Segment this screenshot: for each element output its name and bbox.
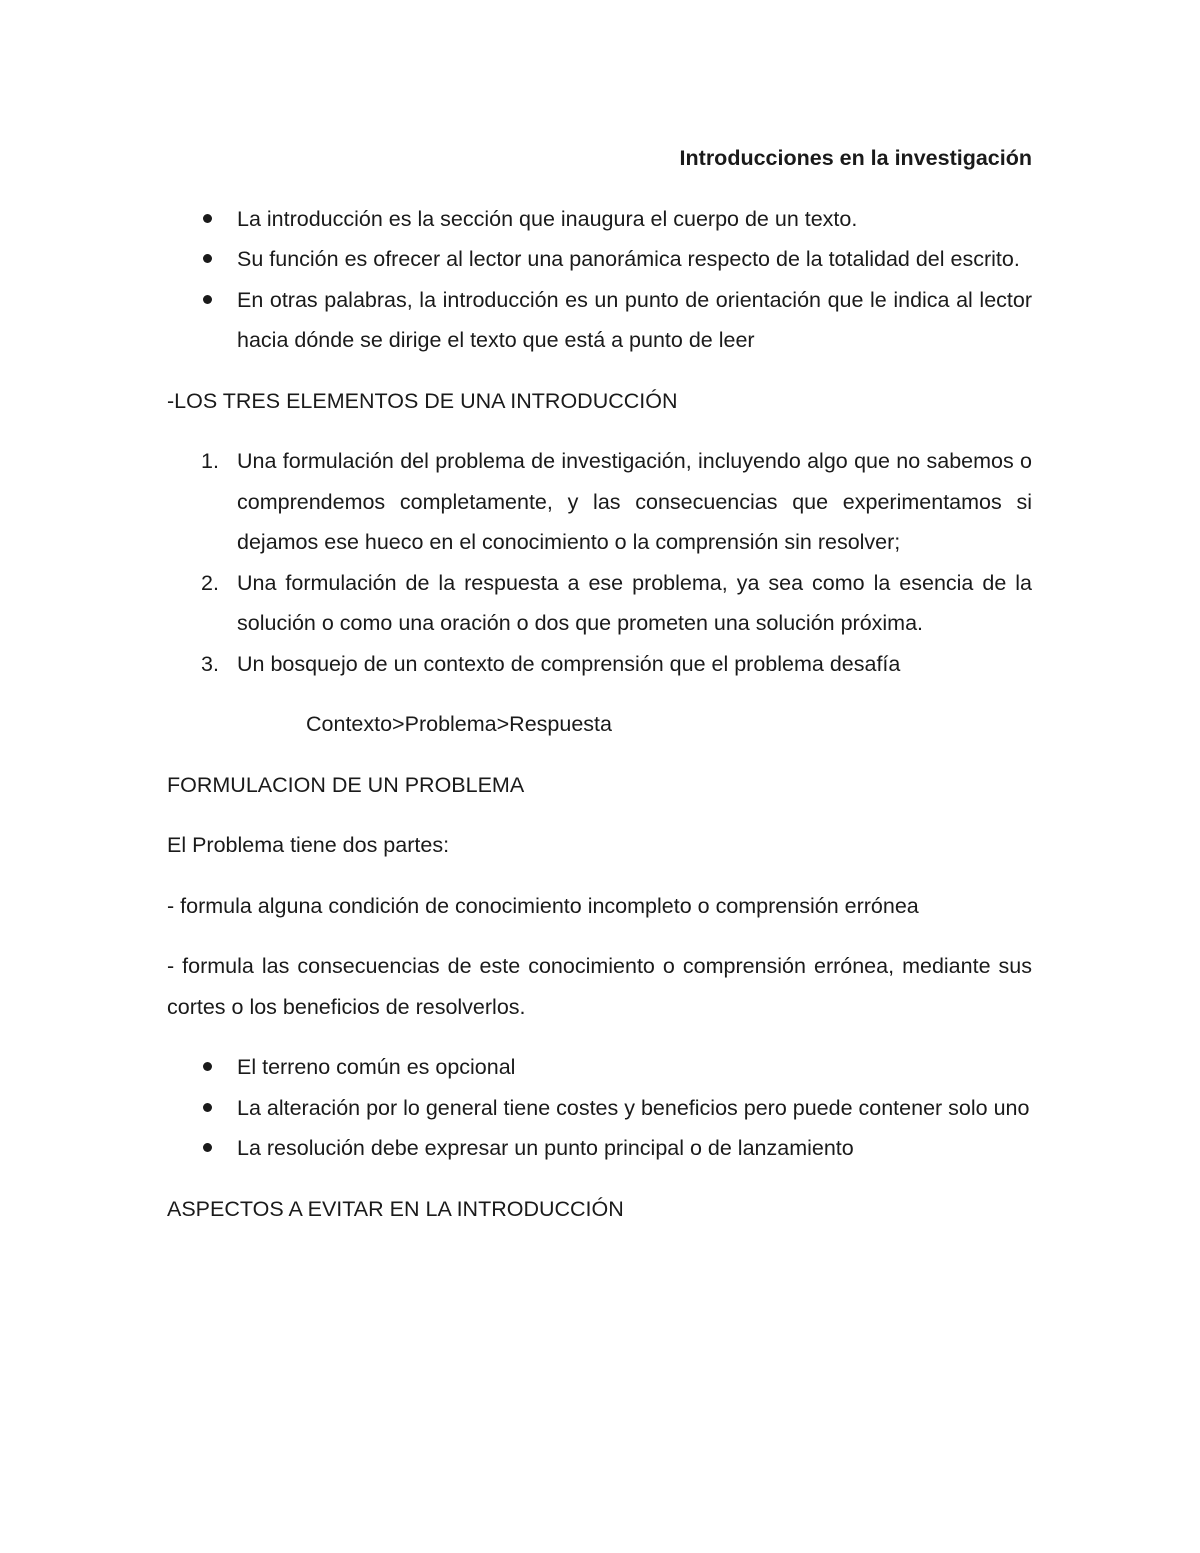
elements-numbered-list: [167, 441, 1032, 684]
problem-part-1: - formula alguna condición de conocimiento incompleto o comprensión errónea: [167, 893, 919, 918]
bullet-icon: [203, 214, 212, 223]
list-item: El terreno común es opcional: [167, 1047, 1032, 1088]
list-item: 3. Un bosquejo de un contexto de comprensión que el problema desafía: [167, 644, 1032, 685]
list-item: 1. Una formulación del problema de investigación, incluyendo algo que no sabemos o comprendemos completamente, y las consecuencias que experimentamos si dejamos ese hueco en el conocimiento o la comprensión sin resolver;: [167, 441, 1032, 563]
elements-heading: -LOS TRES ELEMENTOS DE UNA INTRODUCCIÓN: [167, 388, 678, 413]
list-item: En otras palabras, la introducción es un punto de orientación que le indica al lector hacia dónde se dirige el texto que está a punto de leer: [167, 280, 1032, 361]
list-item: La introducción es la sección que inaugura el cuerpo de un texto.: [167, 199, 1032, 240]
list-number: 3.: [201, 651, 219, 676]
avoid-heading: ASPECTOS A EVITAR EN LA INTRODUCCIÓN: [167, 1196, 624, 1221]
list-item: La resolución debe expresar un punto principal o de lanzamiento: [167, 1128, 1032, 1169]
bullet-icon: [203, 295, 212, 304]
problem-intro: El Problema tiene dos partes:: [167, 833, 450, 857]
list-item: Su función es ofrecer al lector una panorámica respecto de la totalidad del escrito.: [167, 239, 1032, 280]
problem-part-2: - formula las consecuencias de este conocimiento o comprensión errónea, mediante sus cortes o los beneficios de resolverlos.: [167, 954, 1032, 1019]
page-title: Introducciones en la investigación: [679, 146, 1032, 170]
bullet-icon: [203, 1103, 212, 1112]
bullet-icon: [203, 254, 212, 263]
bullet-icon: [203, 1143, 212, 1152]
problem-bullet-list: [167, 1047, 1032, 1169]
intro-bullet-list: [167, 199, 1032, 361]
list-number: 2.: [201, 570, 219, 595]
list-number: 1.: [201, 449, 219, 473]
list-item: 2. Una formulación de la respuesta a ese problema, ya sea como la esencia de la solución o como una oración o dos que prometen una solución próxima.: [167, 563, 1032, 644]
list-item: La alteración por lo general tiene costes y beneficios pero puede contener solo uno: [167, 1088, 1032, 1129]
problem-heading: FORMULACION DE UN PROBLEMA: [167, 772, 525, 797]
bullet-icon: [203, 1062, 212, 1071]
flow-line: Contexto>Problema>Respuesta: [306, 712, 612, 736]
